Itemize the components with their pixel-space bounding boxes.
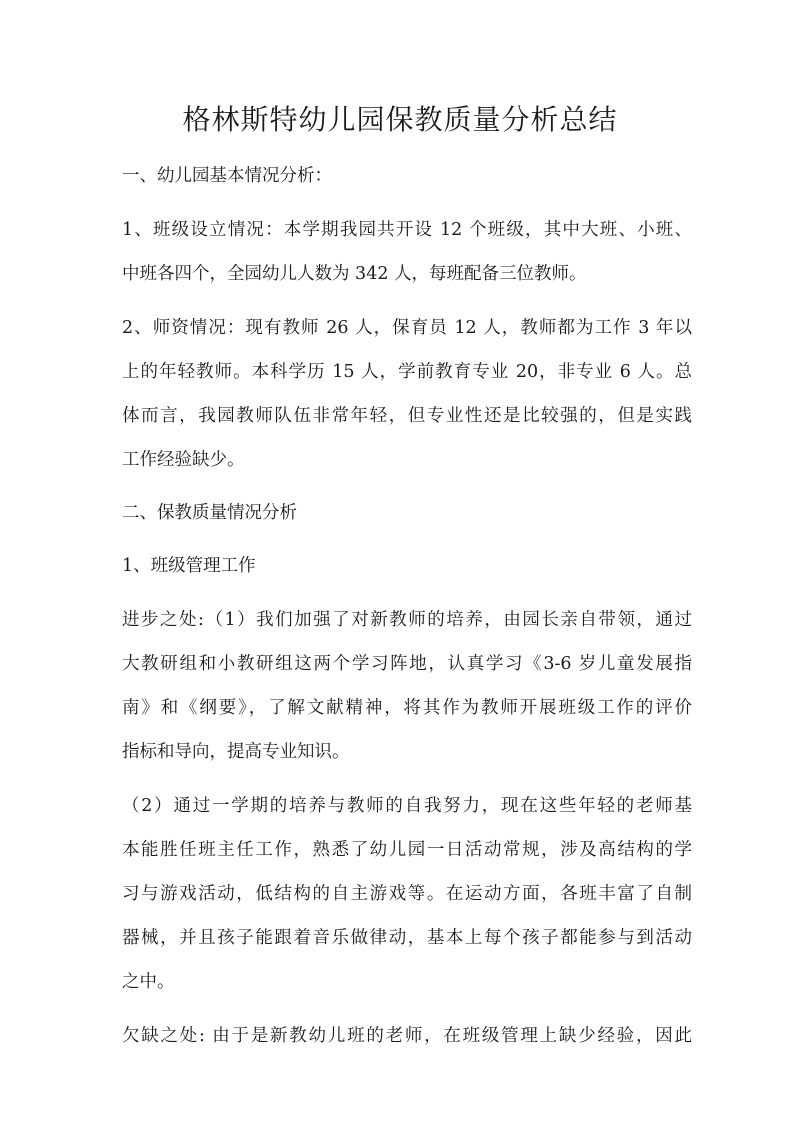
paragraph-line: 大教研组和小教研组这两个学习阵地，认真学习《3-6 岁儿童发展指 bbox=[122, 654, 692, 674]
document-title: 格林斯特幼儿园保教质量分析总结 bbox=[182, 103, 618, 136]
paragraph-line: （2）通过一学期的培养与教师的自我努力，现在这些年轻的老师基 bbox=[122, 796, 692, 816]
paragraph-line: 指标和导向，提高专业知识。 bbox=[122, 742, 350, 762]
section-heading-quality-analysis: 二、保教质量情况分析 bbox=[122, 503, 297, 523]
section-heading-basic-situation: 一、幼儿园基本情况分析： bbox=[122, 166, 332, 186]
paragraph-line: 1、班级设立情况：本学期我园共开设 12 个班级，其中大班、小班、 bbox=[122, 220, 692, 240]
paragraph-line: 习与游戏活动，低结构的自主游戏等。在运动方面，各班丰富了自制 bbox=[122, 884, 692, 904]
paragraph-line: 工作经验缺少。 bbox=[122, 450, 245, 470]
paragraph-line: 之中。 bbox=[122, 972, 175, 992]
paragraph-line: 上的年轻教师。本科学历 15 人，学前教育专业 20，非专业 6 人。总 bbox=[122, 362, 692, 382]
paragraph-line: 中班各四个，全园幼儿人数为 342 人，每班配备三位教师。 bbox=[122, 264, 587, 284]
paragraph-line: 进步之处:（1）我们加强了对新教师的培养，由园长亲自带领，通过 bbox=[122, 610, 692, 630]
paragraph-line: 南》和《纲要》，了解文献精神，将其作为教师开展班级工作的评价 bbox=[122, 698, 692, 718]
subsection-heading-class-management: 1、班级管理工作 bbox=[122, 556, 256, 576]
paragraph-line: 体而言，我园教师队伍非常年轻，但专业性还是比较强的，但是实践 bbox=[122, 406, 692, 426]
paragraph-line: 2、师资情况：现有教师 26 人，保育员 12 人，教师都为工作 3 年以 bbox=[122, 318, 692, 338]
paragraph-line: 器械，并且孩子能跟着音乐做律动，基本上每个孩子都能参与到活动 bbox=[122, 928, 692, 948]
paragraph-line: 本能胜任班主任工作，熟悉了幼儿园一日活动常规，涉及高结构的学 bbox=[122, 840, 692, 860]
paragraph-line: 欠缺之处: 由于是新教幼儿班的老师，在班级管理上缺少经验，因此 bbox=[122, 1026, 692, 1046]
